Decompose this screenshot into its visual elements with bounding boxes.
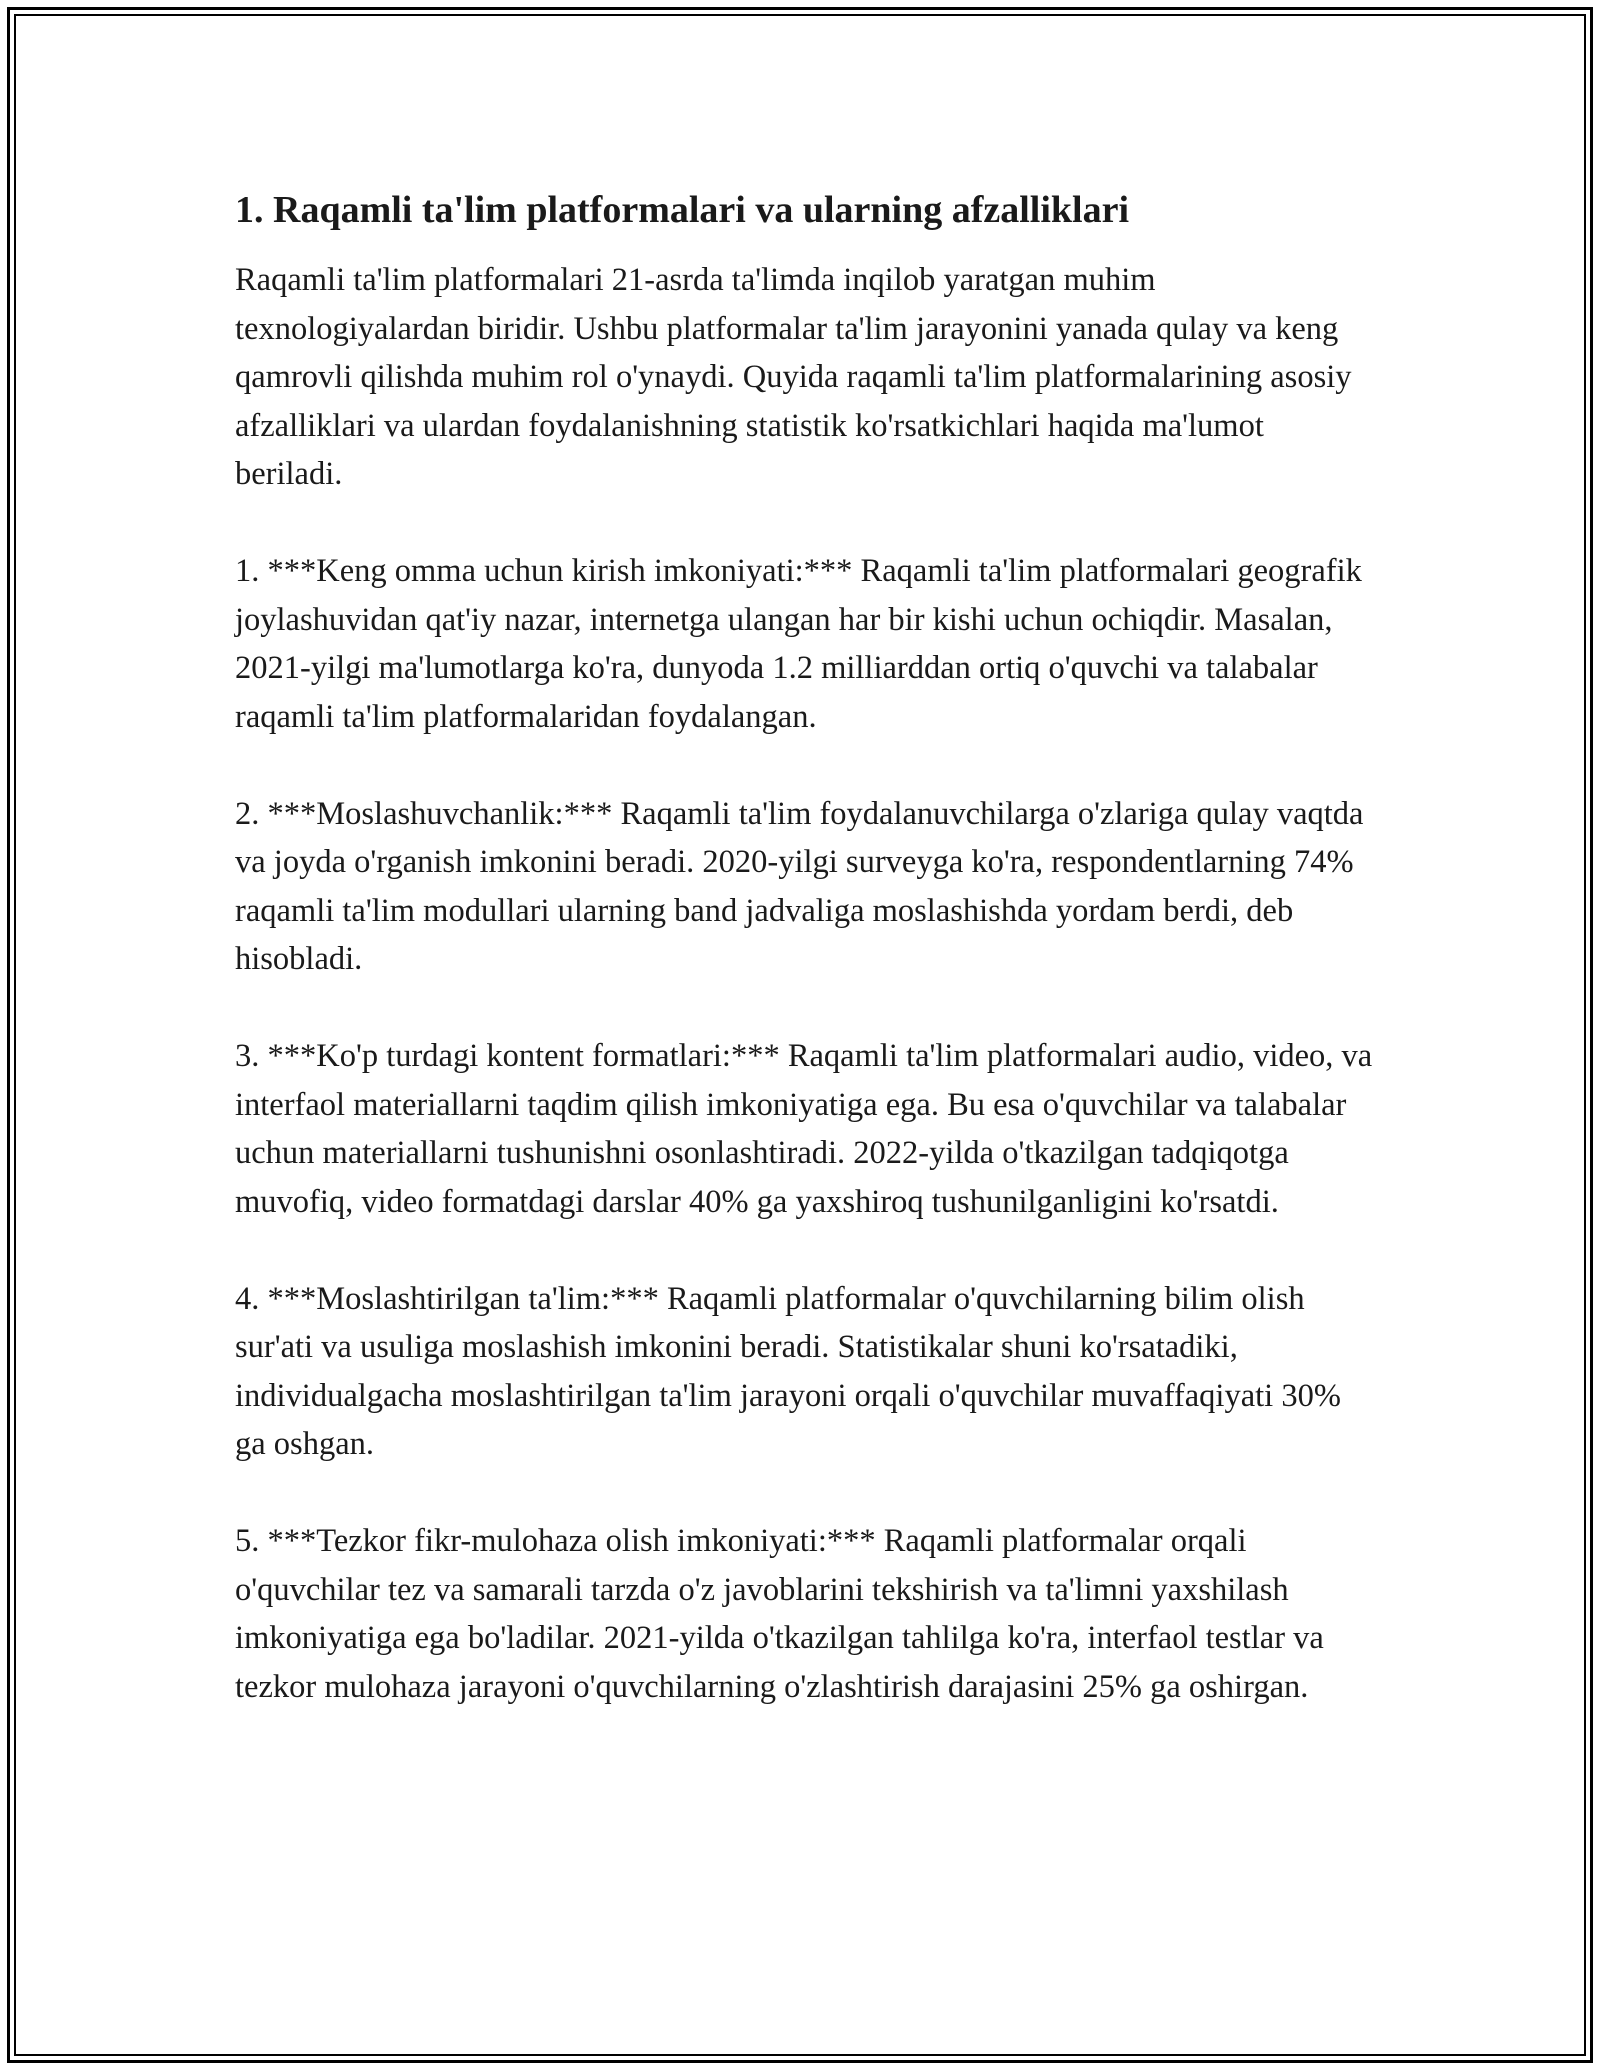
list-item: 3. ***Ko'p turdagi kontent formatlari:*** Raqamli ta'lim platformalari audio, video, va interfaol materiallarni taqdim qilish imkoniyatiga ega. Bu esa o'quvchilar va talabalar uchun materiallarni tushunishni osonlashtiradi. 2022-yilda o'tkazilgan tadqiqotga muvofiq, video formatdagi darslar 40% ga yaxshiroq tushunilganligini ko'rsatdi. [235, 1038, 1373, 1220]
list-item: 4. ***Moslashtirilgan ta'lim:*** Raqamli platformalar o'quvchilarning bilim olish sur'ati va usuliga moslashish imkonini beradi. Statistikalar shuni ko'rsatadiki, individualgacha moslashtirilgan ta'lim jarayoni orqali o'quvchilar muvaffaqiyati 30% ga oshgan. [235, 1280, 1341, 1462]
list-item: 5. ***Tezkor fikr-mulohaza olish imkoniyati:*** Raqamli platformalar orqali o'quvchilar tez va samarali tarzda o'z javoblarini tekshirish va ta'limni yaxshilash imkoniyatiga ega bo'ladilar. 2021-yilda o'tkazilgan tahlilga ko'ra, interfaol testlar va tezkor mulohaza jarayoni o'quvchilarning o'zlashtirish darajasini 25% ga oshirgan. [235, 1523, 1324, 1705]
list-item: 1. ***Keng omma uchun kirish imkoniyati:*** Raqamli ta'lim platformalari geografik joylashuvidan qat'iy nazar, internetga ulangan har bir kishi uchun ochiqdir. Masalan, 2021-yilgi ma'lumotlarga ko'ra, dunyoda 1.2 milliarddan ortiq o'quvchi va talabalar raqamli ta'lim platformalaridan foydalangan. [235, 553, 1362, 735]
intro-paragraph: Raqamli ta'lim platformalari 21-asrda ta'limda inqilob yaratgan muhim texnologiyalardan biridir. Ushbu platformalar ta'lim jarayonini yanada qulay va keng qamrovli qilishda muhim rol o'ynaydi. Quyida raqamli ta'lim platformalarining asosiy afzalliklari va ulardan foydalanishning statistik ko'rsatkichlari haqida ma'lumot beriladi. [235, 262, 1352, 492]
list-item: 2. ***Moslashuvchanlik:*** Raqamli ta'lim foydalanuvchilarga o'zlariga qulay vaqtda va joyda o'rganish imkonini beradi. 2020-yilgi surveyga ko'ra, respondentlarning 74% raqamli ta'lim modullari ularning band jadvaliga moslashishda yordam berdi, deb hisobladi. [235, 795, 1364, 977]
document-body [235, 186, 1375, 1711]
section-heading: 1. Raqamli ta'lim platformalari va ularning afzalliklari [235, 189, 1130, 231]
